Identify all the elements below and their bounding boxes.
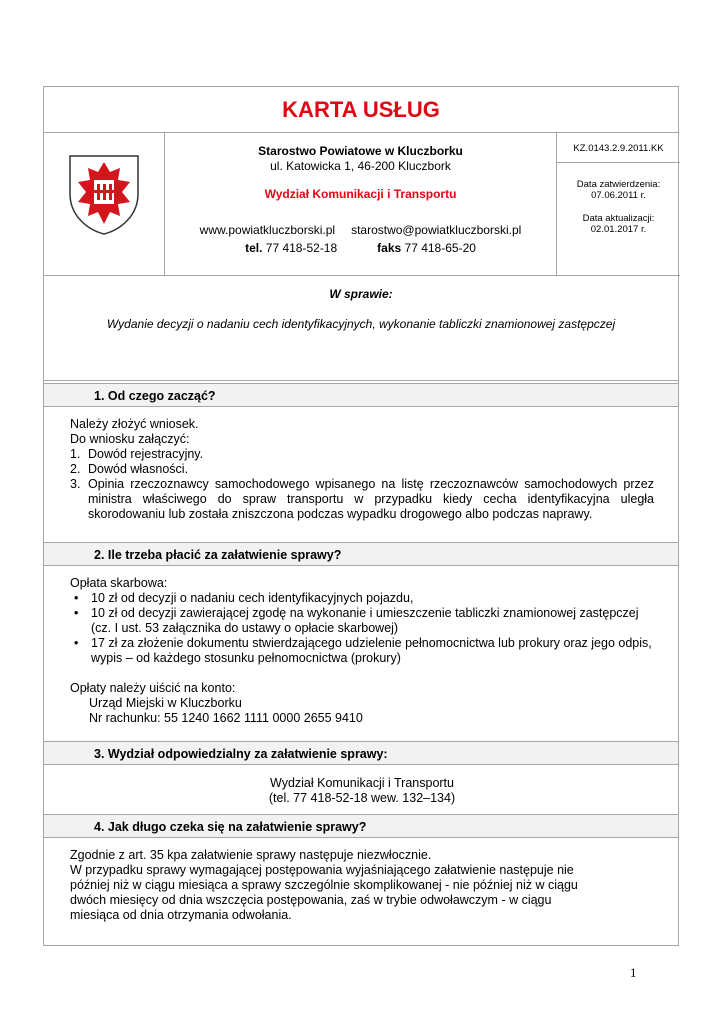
fees-list xyxy=(70,591,654,666)
attachments-list xyxy=(70,447,654,522)
tel-label: tel. xyxy=(245,241,263,255)
section-3-body xyxy=(70,776,654,806)
matter-text: Wydanie decyzji o nadaniu cech identyfikacyjnych, wykonanie tabliczki znamionowej zastępczej xyxy=(106,317,616,331)
document-code: KZ.0143.2.9.2011.KK xyxy=(557,132,680,163)
section-1-heading: 1. Od czego zacząć? xyxy=(44,383,678,407)
fee-intro: Opłata skarbowa: xyxy=(70,576,168,590)
office-info-cell xyxy=(165,132,557,276)
fax-label: faks xyxy=(377,241,402,255)
page-number: 1 xyxy=(630,965,637,980)
section-1-line: Do wniosku załączyć: xyxy=(70,432,190,446)
approval-date: 07.06.2011 r. xyxy=(591,190,646,201)
approval-label: Data zatwierdzenia: xyxy=(576,179,661,190)
list-item: • 17 zł za złożenie dokumentu stwierdzającego udzielenie pełnomocnictwa lub prokury oraz jego odpis, wypis – od każdego stosunku pełnomocnictwa (prokury) xyxy=(74,636,652,665)
department-name: Wydział Komunikacji i Transportu xyxy=(264,187,457,201)
section-4-line: później niż w ciągu miesiąca a sprawy szczególnie skomplikowanej - nie później niż w ciągu xyxy=(70,878,578,892)
website-link[interactable]: www.powiatkluczborski.pl xyxy=(199,223,336,237)
list-item: 1. Dowód rejestracyjny. xyxy=(70,447,204,461)
section-4-heading: 4. Jak długo czeka się na załatwienie sprawy? xyxy=(44,814,678,838)
office-name: Starostwo Powiatowe w Kluczborku xyxy=(258,144,463,158)
email-link[interactable]: starostwo@powiatkluczborski.pl xyxy=(351,223,522,237)
section-2-body xyxy=(70,576,654,726)
coat-of-arms-icon xyxy=(68,154,140,236)
matter-section xyxy=(44,276,678,381)
document-meta-cell xyxy=(557,132,680,276)
update-label: Data aktualizacji: xyxy=(582,213,655,224)
fax-number: 77 418-65-20 xyxy=(404,241,476,255)
logo-cell xyxy=(44,132,165,276)
list-item: 2. Dowód własności. xyxy=(70,462,189,476)
responsible-phone: (tel. 77 418-52-18 wew. 132–134) xyxy=(268,791,456,805)
section-3-heading: 3. Wydział odpowiedzialny za załatwienie sprawy: xyxy=(44,741,678,765)
section-1-body xyxy=(70,417,654,522)
section-4-line: miesiąca od dnia otrzymania odwołania. xyxy=(70,908,292,922)
account-intro: Opłaty należy uiścić na konto: xyxy=(70,681,236,695)
section-1-line: Należy złożyć wniosek. xyxy=(70,417,199,431)
section-2-heading: 2. Ile trzeba płacić za załatwienie sprawy? xyxy=(44,542,678,566)
account-number: Nr rachunku: 55 1240 1662 1111 0000 2655 9410 xyxy=(89,711,363,725)
contact-phone-line xyxy=(165,241,556,255)
section-4-line: dwóch miesięcy od dnia wszczęcia postępowania, zaś w trybie odwoławczym - w ciągu xyxy=(70,893,552,907)
tel-number: 77 418-52-18 xyxy=(265,241,338,255)
update-date: 02.01.2017 r. xyxy=(590,224,647,235)
list-item: • 10 zł od decyzji o nadaniu cech identyfikacyjnych pojazdu, xyxy=(74,591,414,605)
page-title: KARTA USŁUG xyxy=(282,97,440,122)
responsible-department: Wydział Komunikacji i Transportu xyxy=(270,776,454,790)
contact-web-line xyxy=(165,223,556,237)
account-name: Urząd Miejski w Kluczborku xyxy=(89,696,242,710)
list-item: • 10 zł od decyzji zawierającej zgodę na wykonanie i umieszczenie tabliczki znamionowej zastępczej (cz. I ust. 53 załącznika do ustawy o opłacie skarbowej) xyxy=(74,606,639,635)
matter-heading: W sprawie: xyxy=(329,287,393,301)
section-4-body xyxy=(70,848,654,923)
office-address: ul. Katowicka 1, 46-200 Kluczbork xyxy=(270,159,451,173)
service-card xyxy=(43,86,679,946)
title-row xyxy=(44,87,678,133)
section-4-line: W przypadku sprawy wymagającej postępowania wyjaśniającego załatwienie następuje nie xyxy=(70,863,574,877)
list-item: 3. Opinia rzeczoznawcy samochodowego wpisanego na listę rzeczoznawców samochodowych przez ministra właściwego do spraw transportu w przypadku kiedy cecha identyfikacyjna uległa skorodowaniu lub została zniszczona podczas wypadku drogowego albo podczas naprawy. xyxy=(70,477,654,521)
section-4-line: Zgodnie z art. 35 kpa załatwienie sprawy następuje niezwłocznie. xyxy=(70,848,432,862)
